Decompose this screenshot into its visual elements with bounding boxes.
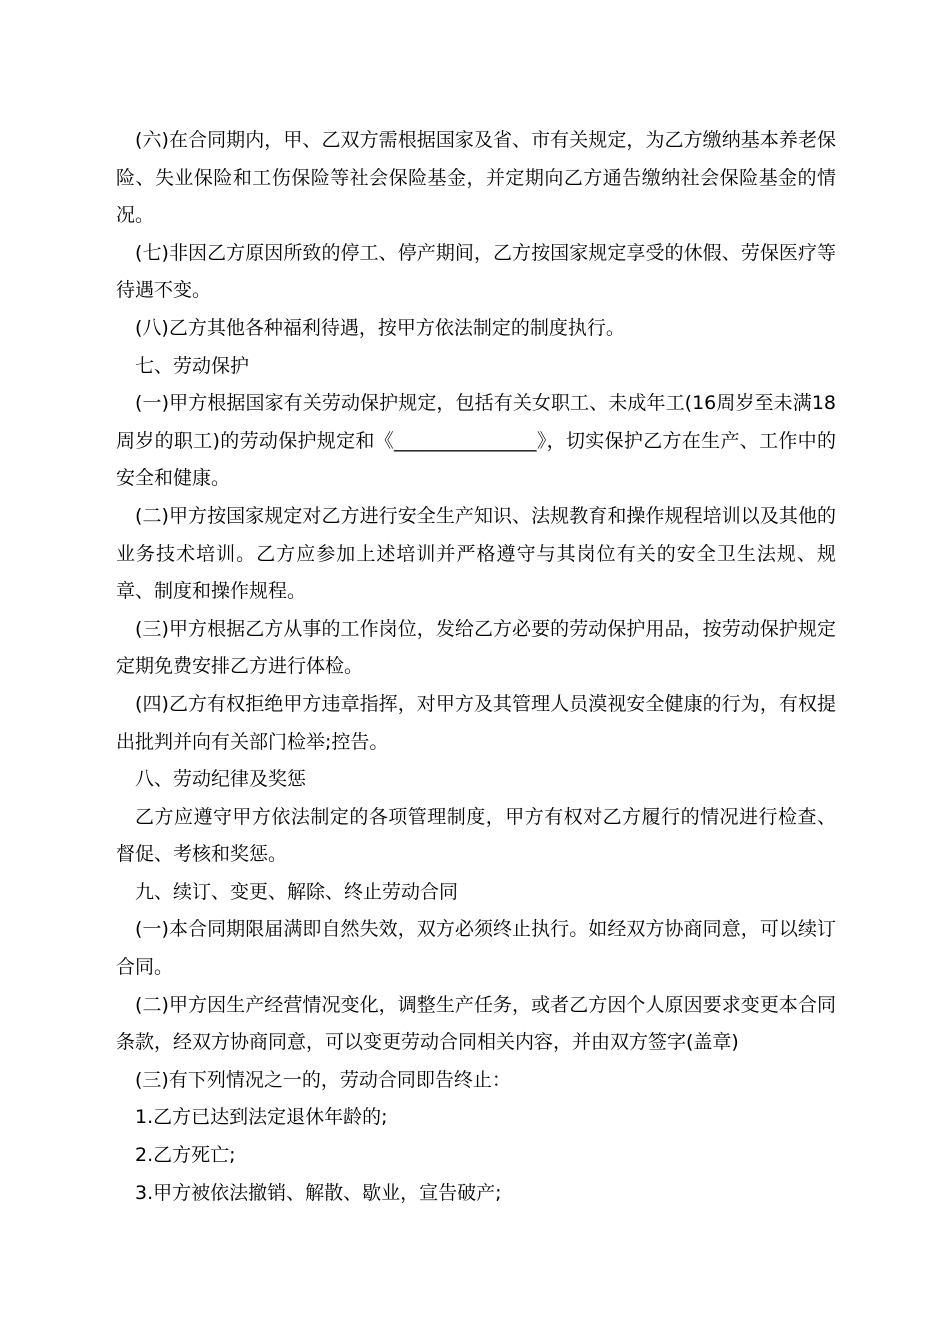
section-heading-contract-changes: 九、续订、变更、解除、终止劳动合同 (135, 880, 459, 903)
section-heading-discipline: 八、劳动纪律及奖惩 (135, 768, 307, 791)
list-item-2: 2.乙方死亡; (135, 1144, 236, 1167)
paragraph-protection-3: (三)甲方根据乙方从事的工作岗位，发给乙方必要的劳动保护用品，按劳动保护规定定期免费安排乙方进行体检。 (116, 617, 836, 678)
paragraph-6-social-insurance: (六)在合同期内，甲、乙双方需根据国家及省、市有关规定，为乙方缴纳基本养老保险、失业保险和工伤保险等社会保险基金，并定期向乙方通告缴纳社会保险基金的情况。 (116, 129, 836, 227)
paragraph-contract-2: (二)甲方因生产经营情况变化，调整生产任务，或者乙方因个人原因要求变更本合同条款，经双方协商同意，可以变更劳动合同相关内容，并由双方签字(盖章) (116, 993, 836, 1054)
paragraph-contract-3: (三)有下列情况之一的，劳动合同即告终止： (135, 1068, 511, 1091)
section-heading-labor-protection: 七、劳动保护 (135, 354, 250, 377)
paragraph-7-suspension-benefits: (七)非因乙方原因所致的停工、停产期间，乙方按国家规定享受的休假、劳保医疗等待遇不变。 (116, 241, 836, 302)
paragraph-protection-2: (二)甲方按国家规定对乙方进行安全生产知识、法规教育和操作规程培训以及其他的业务技术培训。乙方应参加上述培训并严格遵守与其岗位有关的安全卫生法规、规章、制度和操作规程。 (116, 504, 836, 603)
paragraph-8-other-welfare: (八)乙方其他各种福利待遇，按甲方依法制定的制度执行。 (135, 316, 625, 339)
list-item-1: 1.乙方已达到法定退休年龄的; (135, 1106, 388, 1129)
paragraph-contract-1: (一)本合同期限届满即自然失效，双方必须终止执行。如经双方协商同意，可以续订合同。 (116, 918, 836, 979)
paragraph-protection-1: (一)甲方根据国家有关劳动保护规定，包括有关女职工、未成年工(16周岁至未满18周岁的职工)的劳动保护规定和《_______________》，切实保护乙方在生产、工作中的安全和健康。 (116, 392, 836, 490)
paragraph-discipline: 乙方应遵守甲方依法制定的各项管理制度，甲方有权对乙方履行的情况进行检查、督促、考核和奖惩。 (116, 805, 836, 866)
paragraph-protection-4: (四)乙方有权拒绝甲方违章指挥，对甲方及其管理人员漠视安全健康的行为，有权提出批判并向有关部门检举;控告。 (116, 692, 836, 753)
document-page (116, 122, 836, 1212)
list-item-3: 3.甲方被依法撤销、解散、歇业，宣告破产; (135, 1181, 502, 1204)
